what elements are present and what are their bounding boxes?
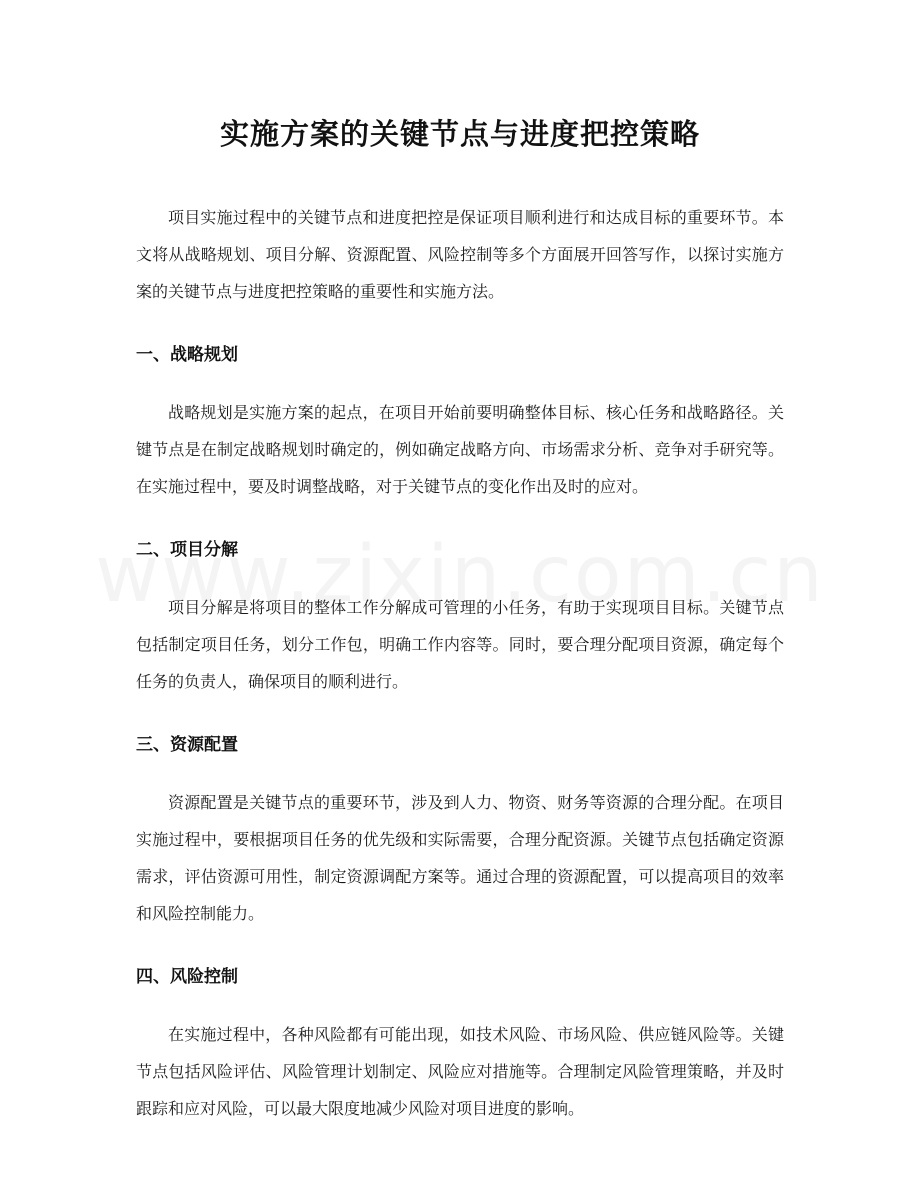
section-heading-resources: 三、资源配置 [136,735,238,755]
spacer [136,932,784,959]
spacer [136,568,784,589]
document-content [136,112,784,1127]
page-title: 实施方案的关键节点与进度把控策略 [219,117,700,151]
section-body-resources: 资源配置是关键节点的重要环节，涉及到人力、物资、财务等资源的合理分配。在项目实施过程中，要根据项目任务的优先级和实际需要，合理分配资源。关键节点包括确定资源需求，评估资源可用性，制定资源调配方案等。通过合理的资源配置，可以提高项目的效率和风险控制能力。 [136,793,784,923]
spacer [136,995,784,1016]
intro-paragraph: 项目实施过程中的关键节点和进度把控是保证项目顺利进行和达成目标的重要环节。本文将从战略规划、项目分解、资源配置、风险控制等多个方面展开回答写作，以探讨实施方案的关键节点与进度把控策略的重要性和实施方法。 [136,208,784,301]
spacer [136,763,784,784]
spacer [136,700,784,727]
spacer [136,373,784,394]
section-heading-risk: 四、风险控制 [136,967,238,987]
section-body-risk: 在实施过程中，各种风险都有可能出现，如技术风险、市场风险、供应链风险等。关键节点包括风险评估、风险管理计划制定、风险应对措施等。合理制定风险管理策略，并及时跟踪和应对风险，可以最大限度地减少风险对项目进度的影响。 [136,1025,784,1118]
spacer [136,310,784,337]
section-body-strategy: 战略规划是实施方案的起点，在项目开始前要明确整体目标、核心任务和战略路径。关键节点是在制定战略规划时确定的，例如确定战略方向、市场需求分析、竞争对手研究等。在实施过程中，要及时调整战略，对于关键节点的变化作出及时的应对。 [136,403,784,496]
section-heading-decomposition: 二、项目分解 [136,540,238,560]
section-body-decomposition: 项目分解是将项目的整体工作分解成可管理的小任务，有助于实现项目目标。关键节点包括制定项目任务，划分工作包，明确工作内容等。同时，要合理分配项目资源，确定每个任务的负责人，确保项目的顺利进行。 [136,598,784,691]
section-heading-strategy: 一、战略规划 [136,345,238,365]
spacer [136,505,784,532]
